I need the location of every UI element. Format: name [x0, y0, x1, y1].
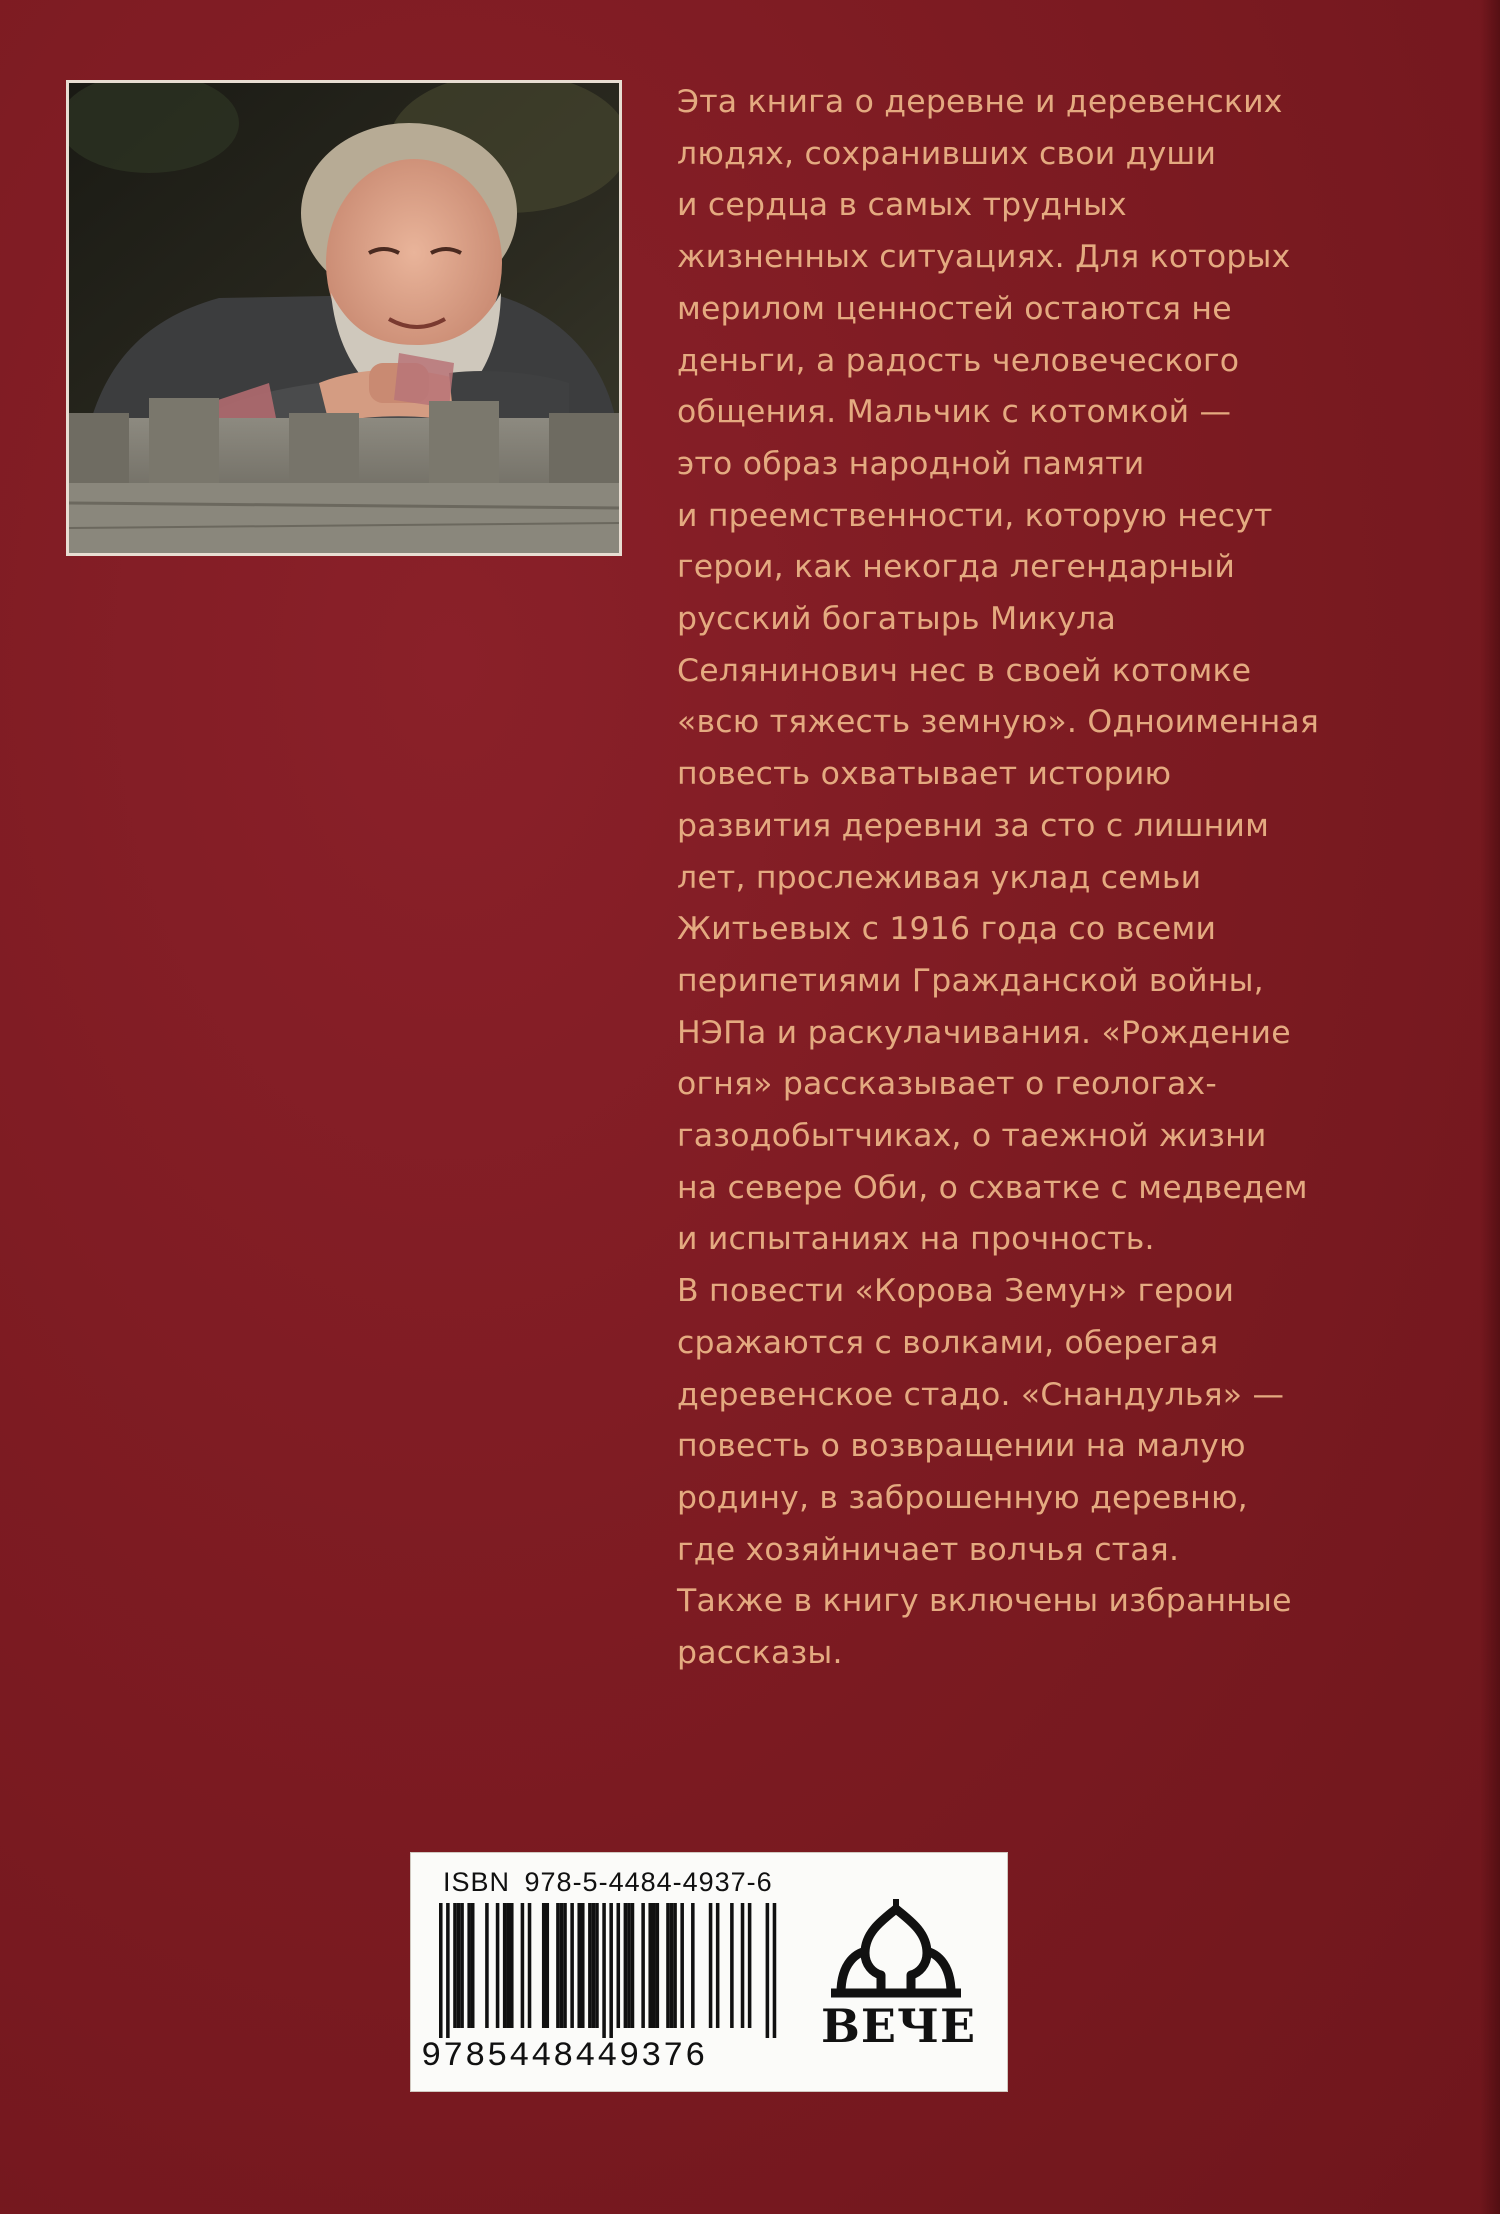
barcode-bar	[453, 1903, 457, 2028]
annotation-line: общения. Мальчик с котомкой —	[677, 394, 1232, 431]
barcode-bar	[709, 1903, 713, 2028]
barcode-bar	[577, 1903, 581, 2028]
barcode-bar	[546, 1903, 550, 2028]
barcode-bar	[510, 1903, 514, 2028]
annotation-line: русский богатырь Микула	[677, 601, 1116, 638]
barcode-bar	[730, 1903, 734, 2028]
barcode-bar	[556, 1903, 560, 2028]
barcode-bar	[457, 1903, 461, 2028]
barcode-bar	[609, 1903, 613, 2038]
annotation-line: сражаются с волками, оберегая	[677, 1324, 1219, 1361]
barcode-bar	[602, 1903, 606, 2038]
barcode-bar	[446, 1903, 450, 2038]
veche-publisher-logo	[821, 1893, 981, 2063]
barcode-bar	[748, 1903, 752, 2028]
annotation-text	[677, 77, 1397, 1680]
church-dome-icon	[821, 1893, 981, 2003]
annotation-line: деревенское стадо. «Снандулья» —	[677, 1376, 1285, 1413]
barcode-bar	[716, 1903, 720, 2028]
annotation-line: «всю тяжесть земную». Одноименная	[677, 704, 1320, 741]
annotation-line: деньги, а радость человеческого	[677, 342, 1240, 379]
annotation-line: где хозяйничает волчья стая.	[677, 1531, 1180, 1568]
annotation-line: повесть о возвращении на малую	[677, 1428, 1246, 1465]
barcode-bar	[560, 1903, 564, 2028]
barcode-bar	[673, 1903, 677, 2028]
annotation-line: перипетиями Гражданской войны,	[677, 962, 1264, 999]
barcode-bar	[617, 1903, 621, 2028]
barcode-bar	[627, 1903, 631, 2028]
annotation-line: на севере Оби, о схватке с медведем	[677, 1169, 1308, 1206]
annotation-line: лет, прослеживая уклад семьи	[677, 859, 1202, 896]
annotation-line: людях, сохранивших свои души	[677, 135, 1217, 172]
annotation-line: Также в книгу включены избранные	[677, 1583, 1292, 1620]
barcode-bar	[439, 1903, 443, 2038]
barcode-bar	[503, 1903, 507, 2028]
annotation-line: газодобытчиках, о таежной жизни	[677, 1118, 1267, 1155]
barcode-bar	[581, 1903, 585, 2028]
annotation-line: и сердца в самых трудных	[677, 187, 1127, 224]
barcode-bar	[521, 1903, 525, 2028]
barcode-bar	[570, 1903, 574, 2028]
annotation-line: рассказы.	[677, 1635, 843, 1672]
barcode-bar	[471, 1903, 475, 2028]
barcode-bar	[680, 1903, 684, 2028]
barcode-bar	[485, 1903, 489, 2028]
annotation-line: огня» рассказывает о геологах-	[677, 1066, 1217, 1103]
annotation-line: мерилом ценностей остаются не	[677, 290, 1232, 327]
author-photo	[66, 80, 622, 556]
barcode-bar	[741, 1903, 745, 2028]
barcode-digits: 9785448449376	[421, 2038, 708, 2076]
barcode-bar	[588, 1903, 592, 2028]
barcode-bar	[691, 1903, 695, 2028]
annotation-line: жизненных ситуациях. Для которых	[677, 239, 1291, 276]
barcode-bar	[670, 1903, 674, 2028]
annotation-line: Селянинович нес в своей котомке	[677, 652, 1252, 689]
annotation-line: Житьевых с 1916 года со всеми	[677, 911, 1217, 948]
barcode-bar	[467, 1903, 471, 2028]
barcode-bars	[439, 1903, 799, 2038]
barcode-bar	[563, 1903, 567, 2028]
barcode-bar	[592, 1903, 596, 2028]
annotation-line: НЭПа и раскулачивания. «Рождение	[677, 1014, 1291, 1051]
barcode-bar	[506, 1903, 510, 2028]
publisher-name: ВЕЧЕ	[821, 1999, 977, 2053]
annotation-line: развития деревни за сто с лишним	[677, 807, 1270, 844]
isbn-label: ISBN 978-5-4484-4937-6	[443, 1867, 773, 1897]
annotation-line: и испытаниях на прочность.	[677, 1221, 1155, 1258]
annotation-line: повесть охватывает историю	[677, 756, 1172, 793]
barcode-bar	[766, 1903, 770, 2038]
annotation-line: Эта книга о деревне и деревенских	[677, 84, 1283, 120]
barcode-bar	[666, 1903, 670, 2028]
barcode-bar	[595, 1903, 599, 2028]
annotation-line: родину, в заброшенную деревню,	[677, 1479, 1248, 1516]
annotation-line: это образ народной памяти	[677, 445, 1145, 482]
barcode-bar	[656, 1903, 660, 2028]
annotation-line: и преемственности, которую несут	[677, 497, 1273, 534]
barcode-bar	[460, 1903, 464, 2028]
barcode-bar	[641, 1903, 645, 2028]
annotation-line: В повести «Корова Земун» герои	[677, 1273, 1235, 1310]
barcode-bar	[631, 1903, 635, 2028]
annotation-line: герои, как некогда легендарный	[677, 549, 1236, 586]
isbn-barcode-panel	[410, 1852, 1008, 2092]
barcode-bar	[652, 1903, 656, 2028]
barcode-bar	[528, 1903, 532, 2028]
barcode-bar	[773, 1903, 777, 2038]
barcode-bar	[624, 1903, 628, 2028]
barcode-bar	[542, 1903, 546, 2028]
barcode-bar	[496, 1903, 500, 2028]
barcode-bar	[648, 1903, 652, 2028]
